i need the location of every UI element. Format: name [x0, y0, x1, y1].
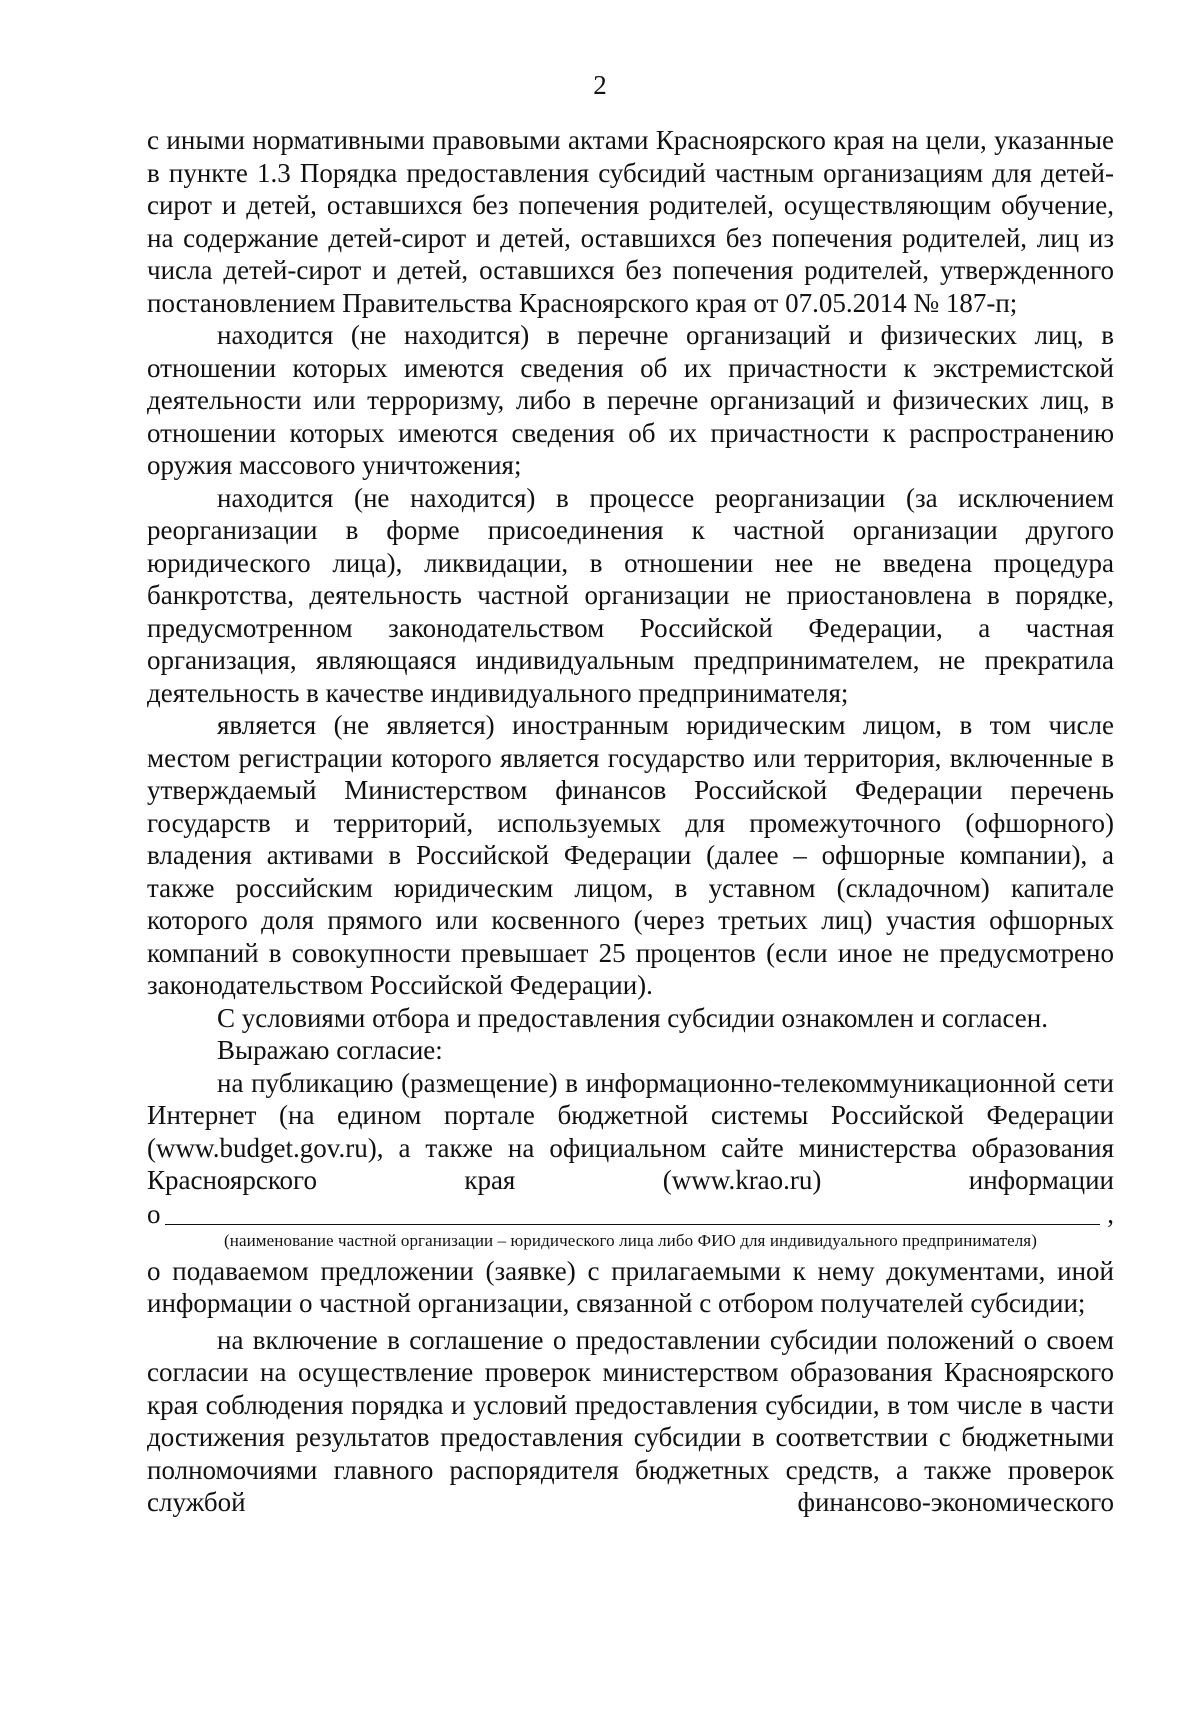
- paragraph-reorganization: находится (не находится) в процессе реорганизации (за исключением реорганизации в форме присоединения к частной организации другого юридического лица), ликвидации, в отношении нее не введена процедура банкротства, деятельность частной организации не приостановлена в порядке, предусмотренном законодательством Российской Федерации, а частная организация, являющаяся индивидуальным предпринимателем, не прекратила деятельность в качестве индивидуального предпринимателя;: [147, 482, 1114, 708]
- organization-name-fill-line: [147, 1199, 1114, 1229]
- paragraph-conditions-agreed: С условиями отбора и предоставления субсидии ознакомлен и согласен.: [217, 1002, 1048, 1033]
- paragraph-inspection-consent: на включение в соглашение о предоставлении субсидии положений о своем согласии на осуществление проверок министерством образования Красноярского края соблюдения порядка и условий предоставления субсидии, в том числе в части достижения результатов предоставления субсидии в соответствии с бюджетными полномочиями главного распорядителя бюджетных средств, а также проверок службой финансово-экономического: [147, 1324, 1114, 1517]
- fill-line-underline: [165, 1224, 1100, 1225]
- paragraph-legal-acts: с иными нормативными правовыми актами Красноярского края на цели, указанные в пункте 1.3 Порядка предоставления субсидий частным организациям для детей-сирот и детей, оставшихся без попечения родителей, осуществляющим обучение, на содержание детей-сирот и детей, оставшихся без попечения родителей, лиц из числа детей-сирот и детей, оставшихся без попечения родителей, утвержденного постановлением Правительства Красноярского края от 07.05.2014 № 187-п;: [147, 125, 1114, 318]
- paragraph-extremism-list: находится (не находится) в перечне организаций и физических лиц, в отношении которых имеются сведения об их причастности к экстремистской деятельности или терроризму, либо в перечне организаций и физических лиц, в отношении которых имеются сведения об их причастности к распространению оружия массового уничтожения;: [147, 320, 1114, 480]
- fill-line-caption: (наименование частной организации – юридического лица либо ФИО для индивидуального предпринимателя): [224, 1230, 1037, 1250]
- paragraph-consent-heading: Выражаю согласие:: [217, 1035, 443, 1065]
- paragraph-publication-consent: на публикацию (размещение) в информационно-телекоммуникационной сети Интернет (на едином портале бюджетной системы Российской Федерации (www.budget.gov.ru), а также на официальном сайте министерства образования Красноярского края (www.krao.ru) информации: [147, 1067, 1114, 1195]
- paragraph-foreign-entity: является (не является) иностранным юридическим лицом, в том числе местом регистрации которого является государство или территория, включенные в утверждаемый Министерством финансов Российской Федерации перечень государств и территорий, используемых для промежуточного (офшорного) владения активами в Российской Федерации (далее – офшорные компании), а также российским юридическим лицом, в уставном (складочном) капитале которого доля прямого или косвенного (через третьих лиц) участия офшорных компаний в совокупности превышает 25 процентов (если иное не предусмотрено законодательством Российской Федерации).: [147, 710, 1114, 1000]
- fill-line-prefix: о: [147, 1198, 161, 1229]
- document-body: [147, 124, 1114, 1519]
- fill-line-suffix: ,: [1107, 1198, 1114, 1229]
- page-number: 2: [593, 70, 607, 100]
- paragraph-proposal-info: о подаваемом предложении (заявке) с прилагаемыми к нему документами, иной информации о частной организации, связанной с отбором получателей субсидии;: [147, 1255, 1114, 1318]
